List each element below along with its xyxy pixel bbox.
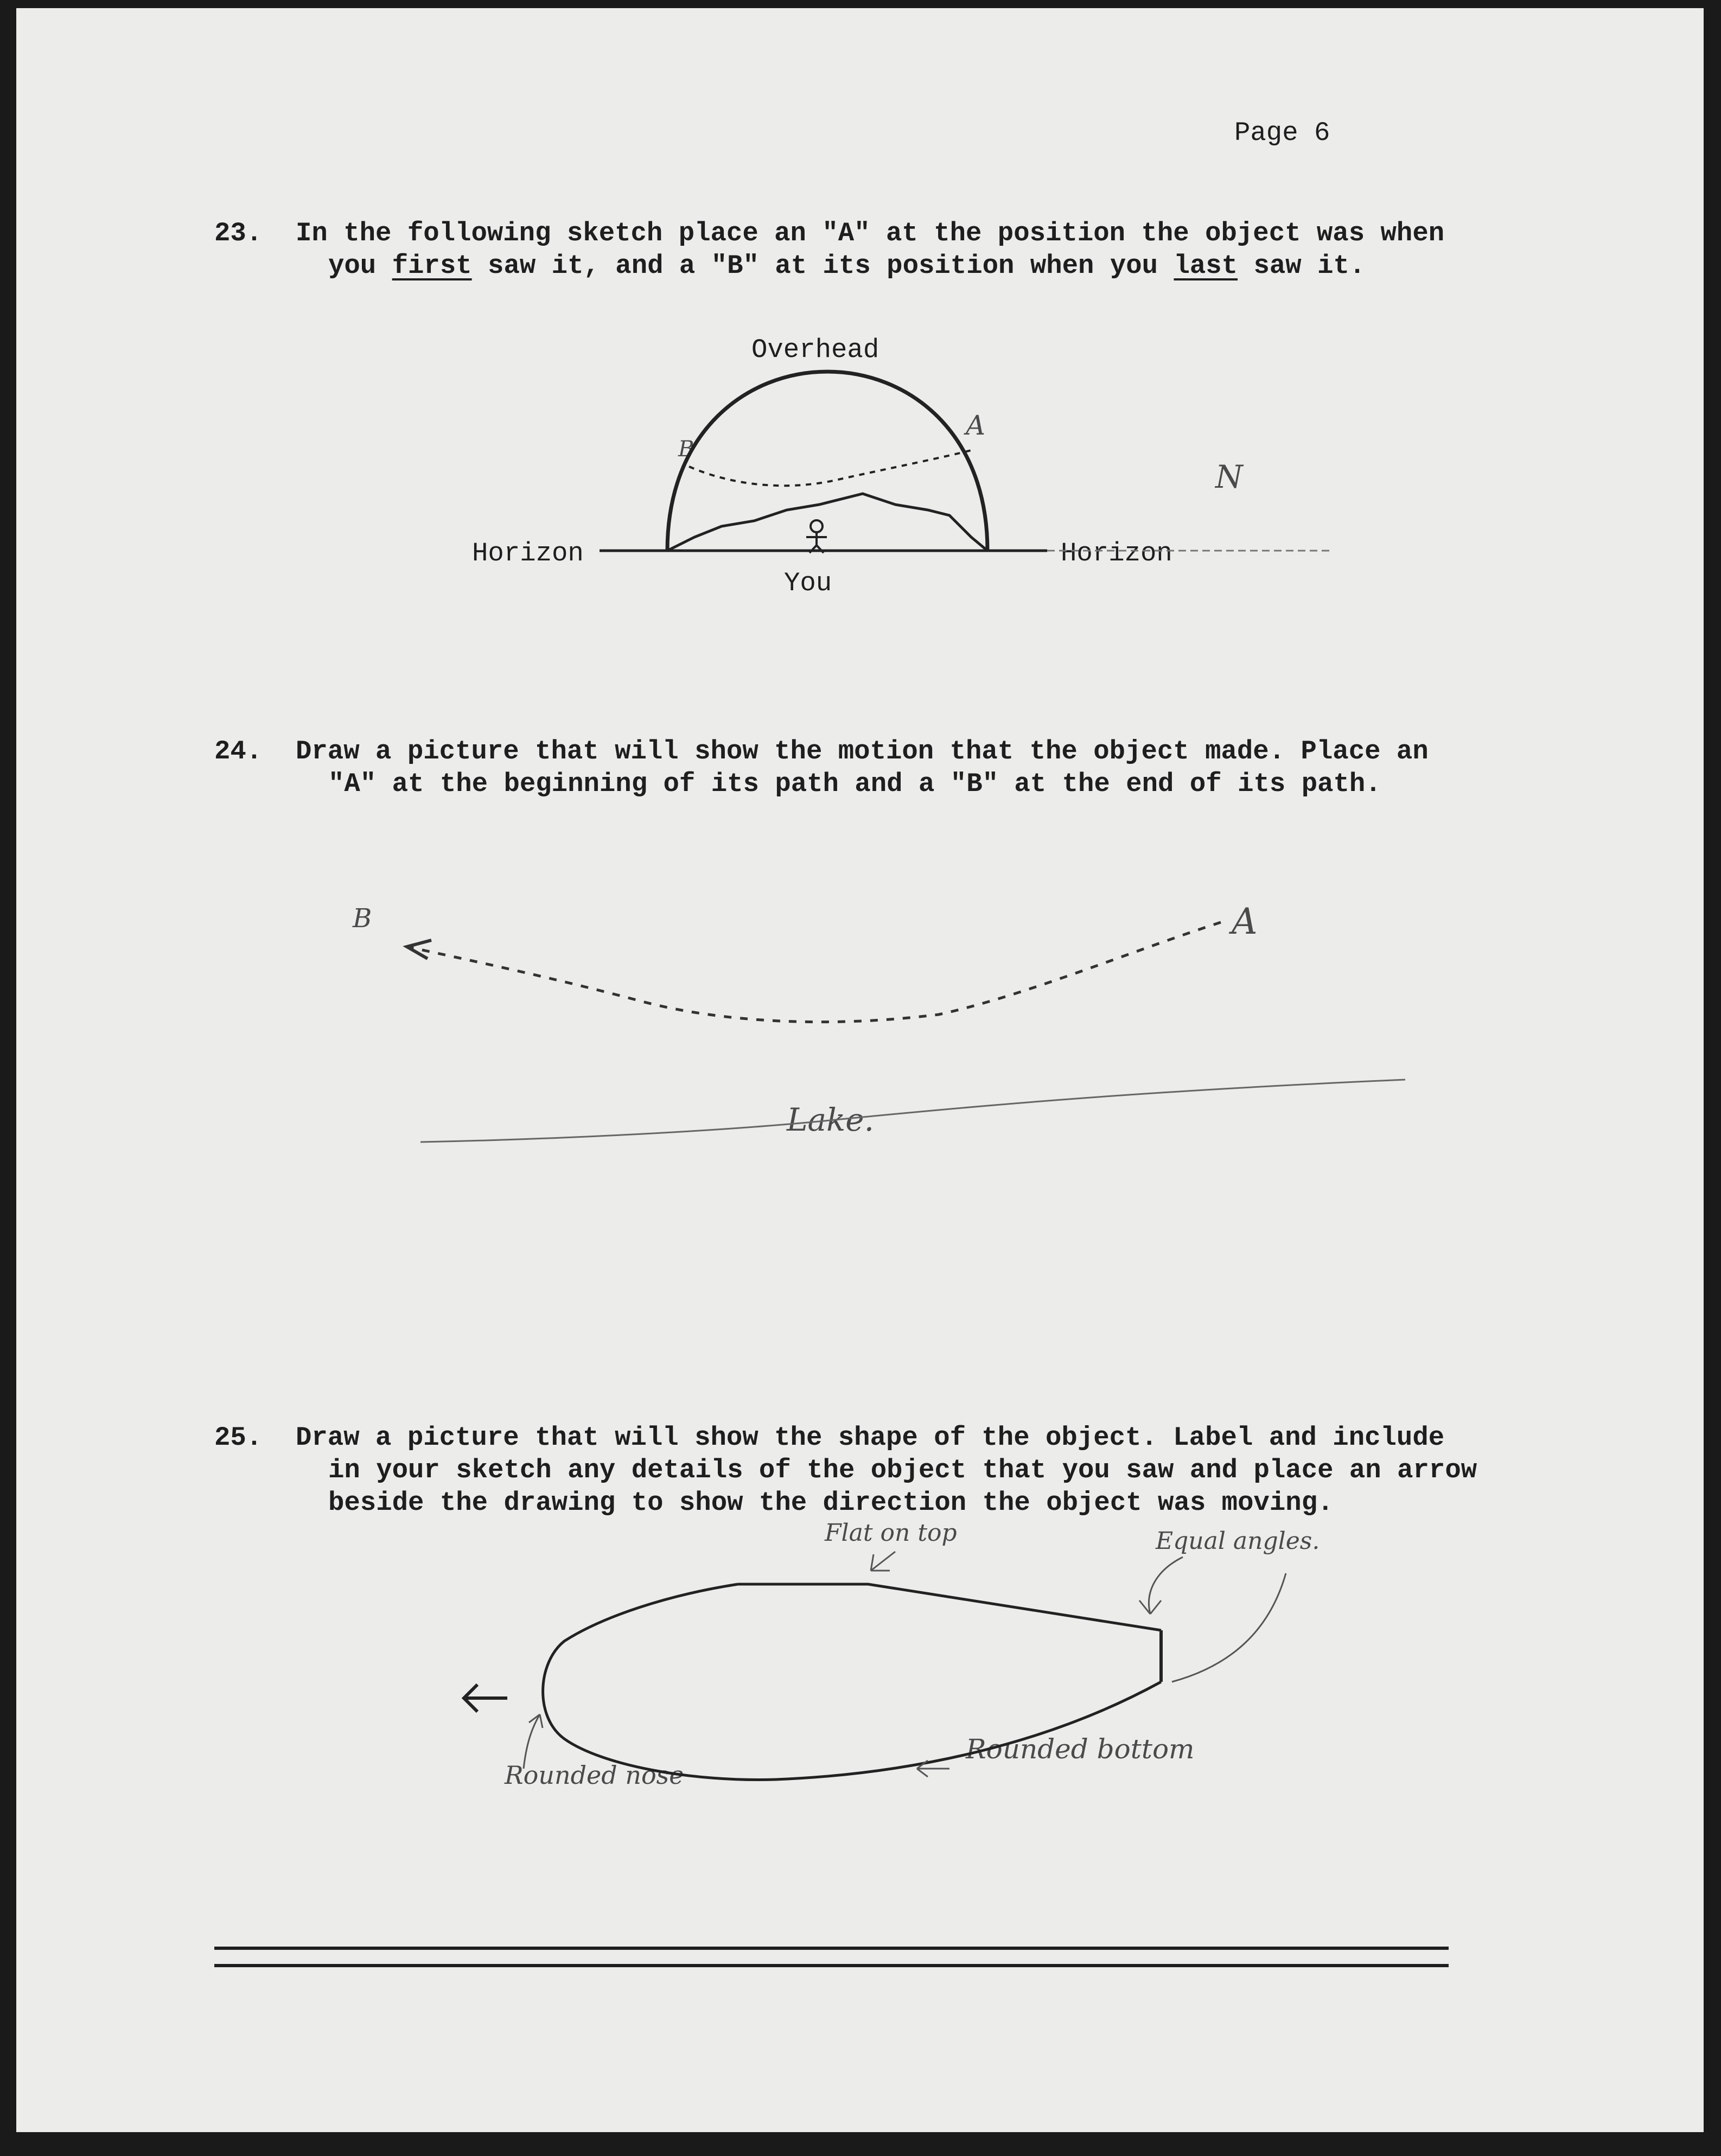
q23-number: 23. (214, 218, 263, 248)
motion-arrow-icon (407, 940, 431, 959)
q24-line1: Draw a picture that will show the motion that the object made. Place an (296, 736, 1429, 767)
stick-figure-icon (806, 520, 827, 553)
q25-number: 25. (214, 1423, 263, 1453)
rounded-nose-label: Rounded nose (505, 1760, 684, 1790)
hand-a-mark: A (966, 410, 986, 441)
document-page (16, 8, 1704, 2132)
q25-sketch (464, 1552, 1286, 1780)
motion-path (407, 922, 1221, 1022)
q23-diagram (600, 372, 1329, 553)
lake-label: Lake. (787, 1101, 875, 1138)
hand-n-mark: N (1215, 458, 1243, 495)
path-end-b: B (353, 903, 372, 934)
object-top-line (738, 1584, 1161, 1630)
equal-angles-pointer-2 (1172, 1573, 1286, 1682)
sky-dome (667, 372, 987, 551)
terrain-line (667, 494, 987, 551)
horizon-right-label: Horizon (1061, 538, 1172, 569)
q23-line1: In the following sketch place an "A" at the position the object was when (296, 218, 1445, 248)
direction-arrow-icon (464, 1685, 507, 1712)
q23-object-path (689, 450, 971, 486)
equal-angles-pointer-icon (1139, 1557, 1183, 1614)
underline-last: last (1174, 251, 1238, 281)
q25-line2: in your sketch any details of the object that you saw and place an arrow (328, 1455, 1477, 1485)
lake-shore-line (420, 1080, 1405, 1142)
q25-line3: beside the drawing to show the direction the object was moving. (328, 1488, 1334, 1518)
flat-on-top-label: Flat on top (825, 1519, 957, 1547)
q25-line1: Draw a picture that will show the shape of the object. Label and include (296, 1423, 1445, 1453)
hand-b-mark: B (678, 437, 694, 462)
object-outline (543, 1584, 1161, 1780)
hand-drawings (16, 8, 1704, 2132)
rounded-bottom-label: Rounded bottom (966, 1733, 1195, 1765)
rounded-nose-pointer-icon (524, 1714, 543, 1769)
path-start-a: A (1232, 901, 1258, 942)
underline-first: first (392, 251, 472, 281)
you-label: You (784, 568, 832, 598)
q23-line2: you first saw it, and a "B" at its position when you last saw it. (328, 251, 1366, 281)
horizon-left-label: Horizon (472, 538, 584, 569)
q24-sketch (407, 922, 1405, 1142)
bottom-rule-1 (214, 1947, 1449, 1950)
q24-line2: "A" at the beginning of its path and a "B" at the end of its path. (328, 769, 1381, 799)
bottom-rule-2 (214, 1964, 1449, 1967)
overhead-label: Overhead (751, 335, 879, 365)
flat-top-pointer-icon (871, 1552, 895, 1571)
q24-number: 24. (214, 736, 263, 767)
equal-angles-label: Equal angles. (1156, 1527, 1320, 1555)
page-number: Page 6 (1234, 118, 1330, 148)
